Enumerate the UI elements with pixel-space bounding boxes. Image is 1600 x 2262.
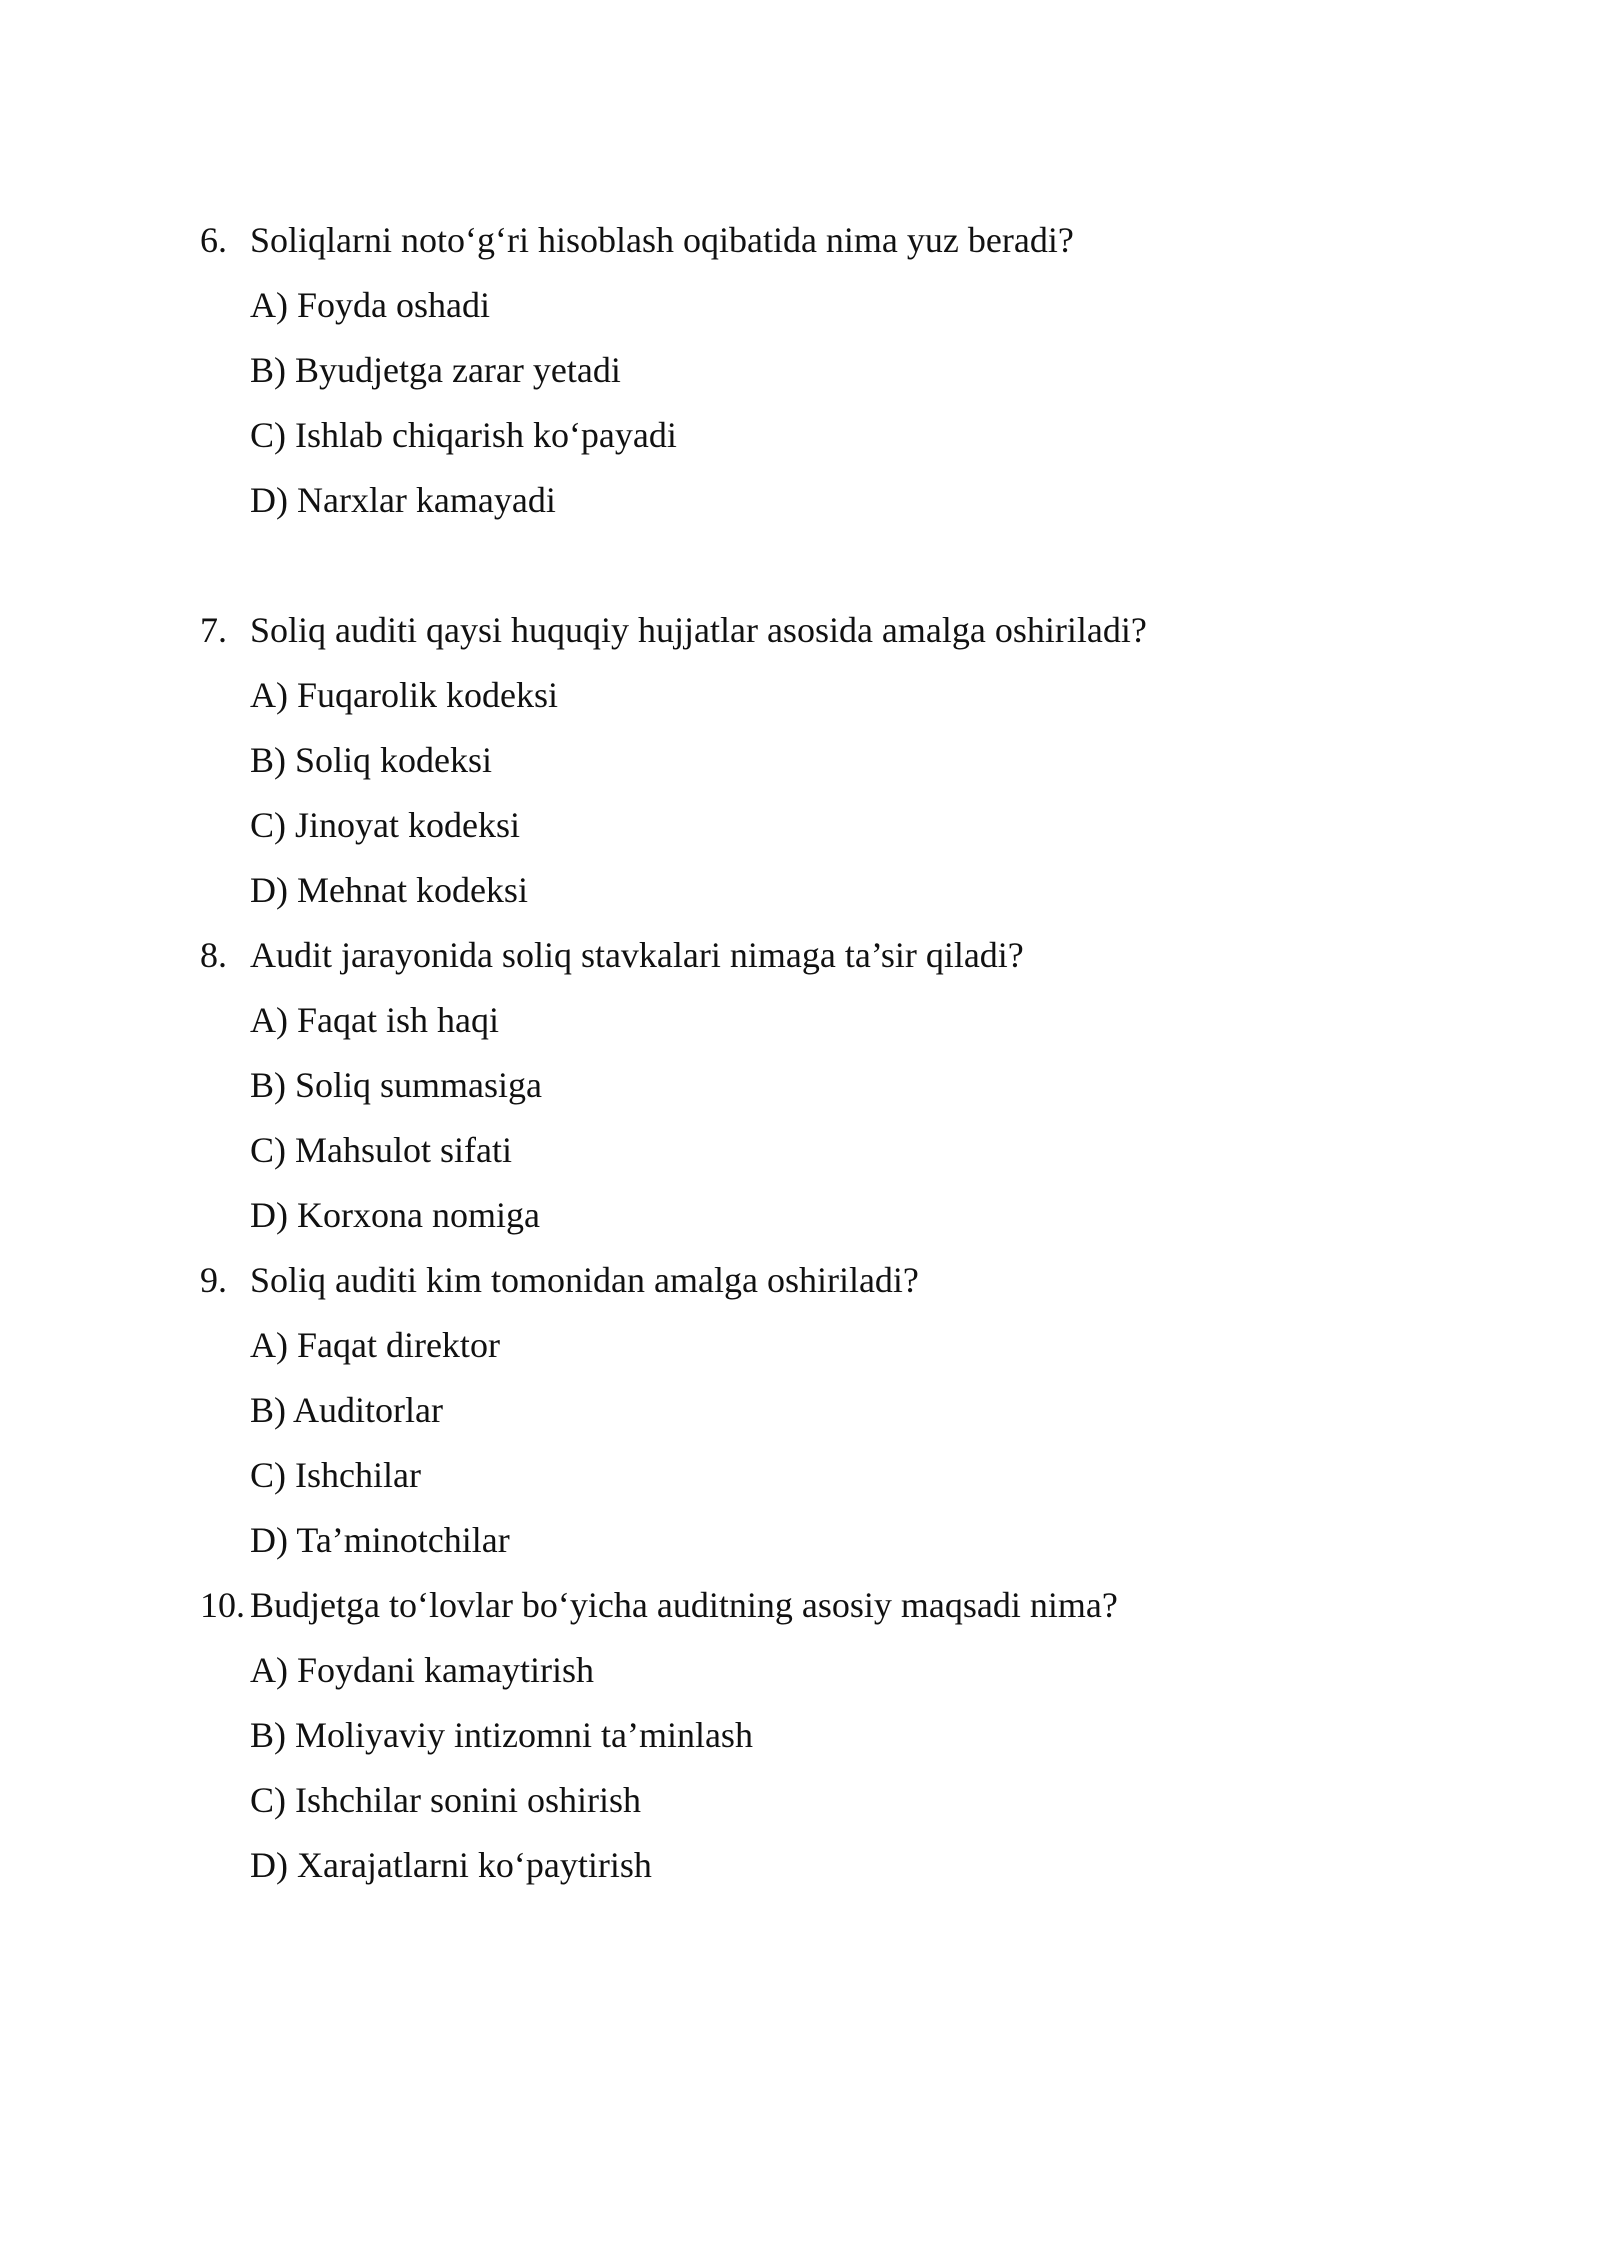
option-d bbox=[0, 1508, 1600, 1573]
option-text: B) Soliq kodeksi bbox=[250, 740, 493, 780]
question-line bbox=[0, 1248, 1600, 1313]
question-number: 10. bbox=[200, 1585, 245, 1625]
option-text: C) Mahsulot sifati bbox=[250, 1130, 512, 1170]
option-b bbox=[0, 338, 1600, 403]
question-line bbox=[0, 208, 1600, 273]
option-c bbox=[0, 1443, 1600, 1508]
option-a bbox=[0, 663, 1600, 728]
question-number: 7. bbox=[200, 610, 227, 650]
question-line bbox=[0, 598, 1600, 663]
option-a bbox=[0, 988, 1600, 1053]
option-b bbox=[0, 1703, 1600, 1768]
question-10 bbox=[0, 1573, 1600, 1898]
question-text: Soliq auditi kim tomonidan amalga oshiriladi? bbox=[250, 1260, 919, 1300]
option-text: A) Fuqarolik kodeksi bbox=[250, 675, 558, 715]
question-line bbox=[0, 1573, 1600, 1638]
option-c bbox=[0, 1768, 1600, 1833]
option-text: B) Soliq summasiga bbox=[250, 1065, 543, 1105]
option-a bbox=[0, 1313, 1600, 1378]
option-d bbox=[0, 1833, 1600, 1898]
question-line bbox=[0, 923, 1600, 988]
question-number: 8. bbox=[200, 935, 227, 975]
option-text: C) Ishlab chiqarish ko‘payadi bbox=[250, 415, 677, 455]
option-c bbox=[0, 403, 1600, 468]
question-text: Soliq auditi qaysi huquqiy hujjatlar asosida amalga oshiriladi? bbox=[250, 610, 1147, 650]
option-text: B) Auditorlar bbox=[250, 1390, 443, 1430]
option-text: C) Ishchilar sonini oshirish bbox=[250, 1780, 641, 1820]
option-text: D) Ta’minotchilar bbox=[250, 1520, 510, 1560]
question-text: Soliqlarni noto‘g‘ri hisoblash oqibatida nima yuz beradi? bbox=[250, 220, 1074, 260]
question-6 bbox=[0, 208, 1600, 533]
option-b bbox=[0, 1378, 1600, 1443]
option-text: C) Jinoyat kodeksi bbox=[250, 805, 520, 845]
option-b bbox=[0, 728, 1600, 793]
option-text: A) Foydani kamaytirish bbox=[250, 1650, 594, 1690]
option-text: A) Faqat direktor bbox=[250, 1325, 500, 1365]
option-a bbox=[0, 1638, 1600, 1703]
question-number: 6. bbox=[200, 220, 227, 260]
question-number: 9. bbox=[200, 1260, 227, 1300]
option-c bbox=[0, 793, 1600, 858]
question-7 bbox=[0, 598, 1600, 923]
option-a bbox=[0, 273, 1600, 338]
question-text: Audit jarayonida soliq stavkalari nimaga ta’sir qiladi? bbox=[250, 935, 1024, 975]
question-text: Budjetga to‘lovlar bo‘yicha auditning asosiy maqsadi nima? bbox=[250, 1585, 1118, 1625]
option-text: D) Korxona nomiga bbox=[250, 1195, 540, 1235]
option-d bbox=[0, 1183, 1600, 1248]
option-b bbox=[0, 1053, 1600, 1118]
question-9 bbox=[0, 1248, 1600, 1573]
option-text: B) Moliyaviy intizomni ta’minlash bbox=[250, 1715, 753, 1755]
option-text: D) Xarajatlarni ko‘paytirish bbox=[250, 1845, 652, 1885]
option-text: D) Mehnat kodeksi bbox=[250, 870, 528, 910]
option-text: B) Byudjetga zarar yetadi bbox=[250, 350, 621, 390]
question-8 bbox=[0, 923, 1600, 1248]
option-c bbox=[0, 1118, 1600, 1183]
option-text: C) Ishchilar bbox=[250, 1455, 421, 1495]
option-text: A) Faqat ish haqi bbox=[250, 1000, 499, 1040]
option-text: A) Foyda oshadi bbox=[250, 285, 490, 325]
option-text: D) Narxlar kamayadi bbox=[250, 480, 556, 520]
option-d bbox=[0, 858, 1600, 923]
option-d bbox=[0, 468, 1600, 533]
